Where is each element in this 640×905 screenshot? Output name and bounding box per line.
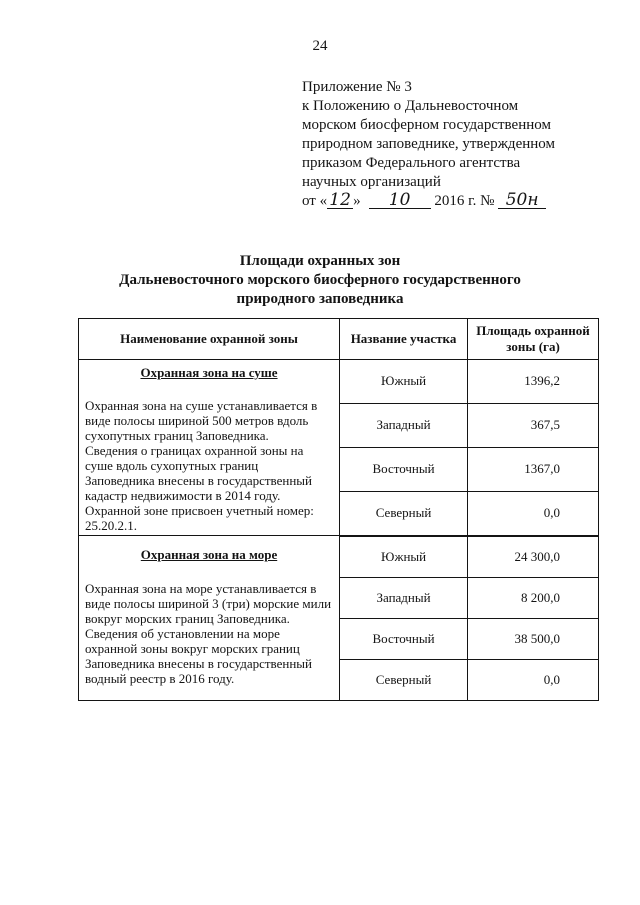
document-title bbox=[0, 252, 640, 309]
header-zone-name: Наименование охранной зоны bbox=[79, 319, 340, 360]
order-date-line bbox=[302, 192, 555, 211]
zone-description-line: Заповедника внесены в государственный bbox=[85, 656, 312, 671]
appendix-line: Приложение № 3 bbox=[302, 79, 412, 95]
site-area: 24 300,0 bbox=[468, 536, 599, 578]
site-name: Восточный bbox=[340, 447, 468, 491]
table-row bbox=[79, 536, 599, 578]
site-name: Южный bbox=[340, 360, 468, 404]
date-mid: » bbox=[353, 193, 361, 209]
appendix-line: к Положению о Дальневосточном bbox=[302, 98, 519, 114]
zone-description-line: 25.20.2.1. bbox=[85, 518, 137, 533]
appendix-block bbox=[302, 78, 555, 211]
zone-description-line: Охранной зоне присвоен учетный номер: bbox=[85, 503, 314, 518]
appendix-line: приказом Федерального агентства bbox=[302, 155, 521, 171]
site-name: Северный bbox=[340, 659, 468, 700]
title-line: Площади охранных зон bbox=[239, 253, 401, 269]
title-line: природного заповедника bbox=[236, 291, 404, 307]
site-area: 0,0 bbox=[468, 659, 599, 700]
site-area: 1367,0 bbox=[468, 447, 599, 491]
year-text: 2016 г. № bbox=[434, 193, 495, 209]
zone-description-line: Сведения о границах охранной зоны на bbox=[85, 443, 304, 458]
zone-description-line: суше вдоль сухопутных границ bbox=[85, 458, 259, 473]
handwritten-order-number: 50н bbox=[498, 192, 546, 209]
appendix-line: морском биосферном государственном bbox=[302, 117, 551, 133]
site-name: Восточный bbox=[340, 618, 468, 659]
appendix-line: природном заповеднике, утвержденном bbox=[302, 136, 555, 152]
zone-description-line: кадастр недвижимости в 2014 году. bbox=[85, 488, 281, 503]
site-area: 1396,2 bbox=[468, 360, 599, 404]
site-area: 367,5 bbox=[468, 403, 599, 447]
sea-zone-cell bbox=[79, 536, 340, 701]
zone-description-line: Заповедника внесены в государственный bbox=[85, 473, 312, 488]
appendix-line: научных организаций bbox=[302, 174, 441, 190]
handwritten-day: 12 bbox=[327, 192, 353, 209]
zone-description-line: виде полосы шириной 3 (три) морские мили bbox=[85, 596, 332, 611]
site-name: Западный bbox=[340, 403, 468, 447]
site-name: Западный bbox=[340, 577, 468, 618]
site-area: 8 200,0 bbox=[468, 577, 599, 618]
zone-description-line: виде полосы шириной 500 метров вдоль bbox=[85, 413, 309, 428]
table-row bbox=[79, 360, 599, 404]
zone-description-line: сухопутных границ Заповедника. bbox=[85, 428, 269, 443]
protection-zones-table bbox=[78, 318, 599, 701]
land-zone-title: Охранная зона на суше bbox=[140, 365, 278, 380]
date-prefix: от « bbox=[302, 193, 328, 209]
sea-zone-title: Охранная зона на море bbox=[140, 547, 278, 562]
land-zone-cell bbox=[79, 360, 340, 536]
site-area: 38 500,0 bbox=[468, 618, 599, 659]
table-header-row bbox=[79, 319, 599, 360]
header-area: Площадь охранной зоны (га) bbox=[468, 319, 599, 360]
zone-description-line: Сведения об установлении на море bbox=[85, 626, 280, 641]
title-line: Дальневосточного морского биосферного государственного bbox=[119, 272, 521, 288]
zone-description-line: Охранная зона на море устанавливается в bbox=[85, 581, 317, 596]
site-area: 0,0 bbox=[468, 491, 599, 535]
zone-description-line: водный реестр в 2016 году. bbox=[85, 671, 235, 686]
zone-description-line: охранной зоны вокруг морских границ bbox=[85, 641, 300, 656]
page-number: 24 bbox=[312, 38, 328, 54]
zone-description-line: Охранная зона на суше устанавливается в bbox=[85, 398, 318, 413]
site-name: Южный bbox=[340, 536, 468, 578]
header-site-name: Название участка bbox=[340, 319, 468, 360]
site-name: Северный bbox=[340, 491, 468, 535]
zone-description-line: вокруг морских границ Заповедника. bbox=[85, 611, 290, 626]
handwritten-month: 10 bbox=[369, 192, 431, 209]
